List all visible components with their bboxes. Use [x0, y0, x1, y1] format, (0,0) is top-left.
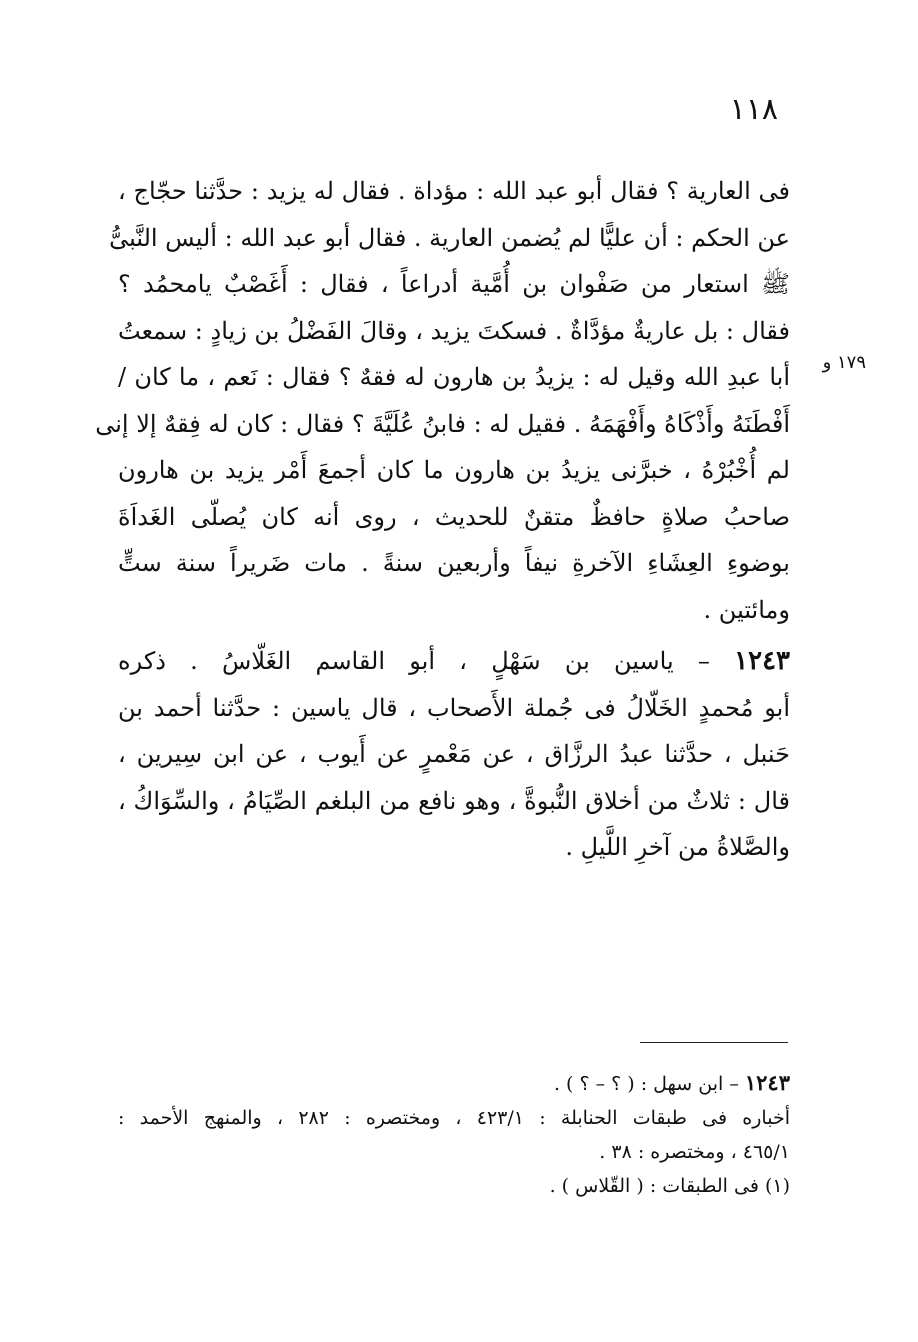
entry-number: ١٢٤٣	[734, 646, 790, 676]
text-line: حَنبل ، حدَّثنا عبدُ الرزَّاق ، عن مَعْمرٍ عن أَيوب ، عن ابن سِيرين ،	[118, 740, 790, 768]
biography-entry	[118, 638, 790, 871]
footnote-entry-line	[118, 1066, 790, 1101]
text-line: عن الحكم : أن عليًّا لم يُضمن العارية . فقال أبو عبد الله : أليس النَّبىُّ	[109, 223, 790, 252]
text-line: قال : ثلاثٌ من أخلاق النُّبوةَّ ، وهو نافع من البلغم الصِّيَامُ ، والسِّوَاكُ ،	[118, 786, 790, 815]
footnote-divider	[640, 1042, 788, 1043]
entry-heading-text: – ياسين بن سَهْلٍ ، أبو القاسم الغَلّاسُ . ذكره	[118, 647, 710, 675]
text-line: بوضوءِ العِشَاءِ الآخرةِ نيفاً وأربعين سنةً . مات ضَريراً سنة ستٍّ	[118, 549, 790, 577]
main-text-block	[95, 168, 790, 633]
text-line: لم أُخْبُرْهُ ، خبرَّنى يزيدُ بن هارون ما كان أجمعَ أَمْر يزيد بن هارون	[118, 456, 790, 484]
footnote-entry-number: ١٢٤٣	[744, 1070, 790, 1095]
text-line: أبو مُحمدٍ الخَلّالُ فى جُملة الأَصحاب ، قال ياسين : حدَّثنا أحمد بن	[118, 693, 790, 722]
entry-first-line	[118, 638, 790, 685]
footnote-line: أخباره فى طبقات الحنابلة : ٤٢٣/١ ، ومختصره : ٢٨٢ ، والمنهج الأحمد :	[118, 1107, 790, 1129]
text-line: ﷺ استعار من صَفْوان بن أُمَّية أدراعاً ، فقال : أَغَصْبٌ يامحمُد ؟	[118, 270, 790, 298]
text-line: أبا عبدِ الله وقيل له : يزيدُ بن هارون له فقهٌ ؟ فقال : نَعم ، ما كان /	[118, 363, 790, 391]
page-number: ١١٨	[729, 92, 778, 127]
margin-folio-note: ١٧٩ و	[822, 352, 866, 373]
text-line: صاحبُ صلاةٍ حافظٌ متقنٌ للحديث ، روى أنه كان يُصلّى الغَداَةَ	[118, 502, 790, 531]
text-line: أَفْطَنَهُ وأَذْكَاهُ وأَفْهَمَهُ . فقيل له : فابنُ عُلَيَّةَ ؟ فقال : كان له فِقهٌ إلا إنى	[95, 409, 790, 438]
footnote-line: ٤٦٥/١ ، ومختصره : ٣٨ .	[599, 1141, 790, 1163]
text-line: فقال : بل عاريةٌ مؤدَّاةٌ . فسكتَ يزيد ، وقالَ الفَضْلُ بن زيادٍ : سمعتُ	[118, 316, 790, 345]
footnote-line: (١) فى الطبقات : ( القّلاس ) .	[549, 1175, 790, 1197]
text-line: والصَّلاةُ من آخرِ اللَّيلِ .	[565, 833, 790, 861]
footnotes-block	[118, 1066, 790, 1203]
footnote-entry-text: – ابن سهل : ( ؟ – ؟ ) .	[553, 1073, 739, 1095]
text-line: فى العارية ؟ فقال أبو عبد الله : مؤداة . فقال له يزيد : حدَّثنا حجّاج ،	[118, 177, 790, 205]
text-line: ومائتين .	[703, 595, 790, 624]
